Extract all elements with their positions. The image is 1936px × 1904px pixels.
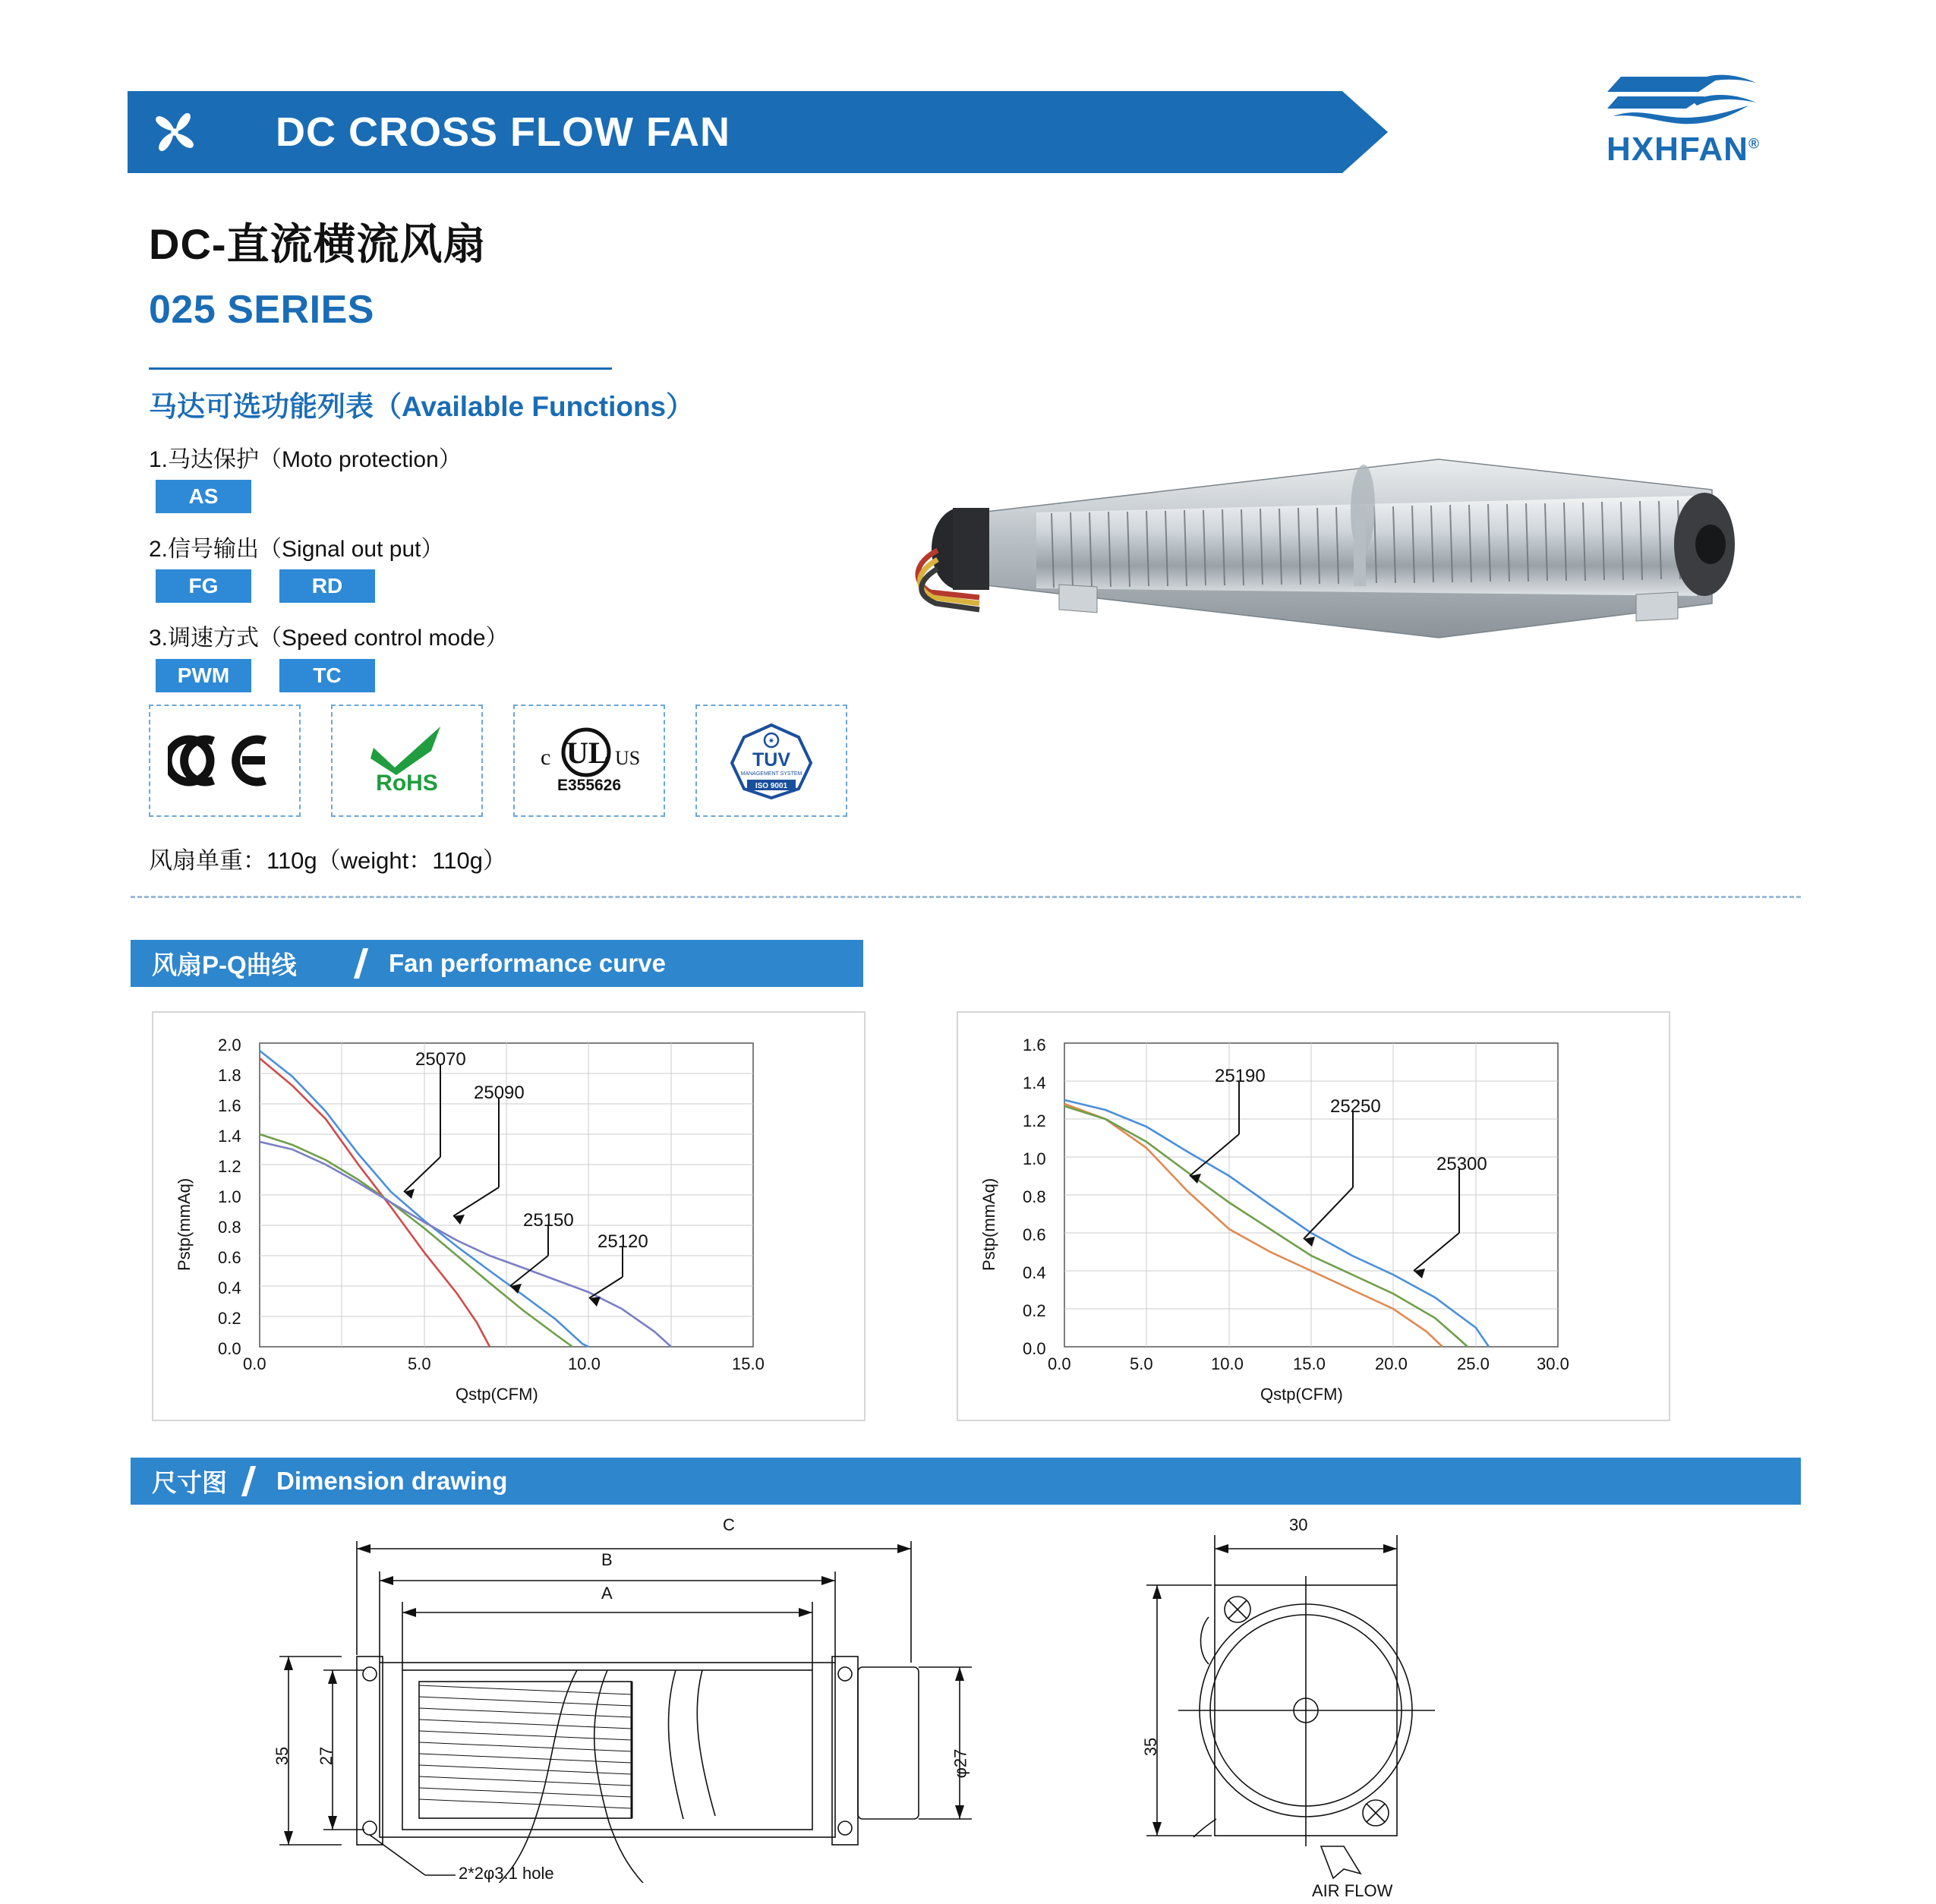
chart-left-annotation-25070: 25070 <box>415 1049 466 1070</box>
chart-right-ytick-0.8: 0.8 <box>1023 1187 1046 1206</box>
tag-rd: RD <box>279 569 375 603</box>
chart-right-annotation-25190: 25190 <box>1215 1066 1266 1086</box>
check-icon <box>367 725 446 775</box>
chart-right-xlabel: Qstp(CFM) <box>1260 1385 1343 1404</box>
performance-chart-left <box>152 1011 866 1421</box>
section-curve-cn: 风扇P-Q曲线 <box>152 950 297 979</box>
logo-text <box>1607 133 1760 166</box>
tag-as: AS <box>156 480 251 513</box>
svg-text:c: c <box>541 745 551 770</box>
tag-tc: TC <box>279 659 375 692</box>
dim-label-hole: 2*2φ3.1 hole <box>459 1864 554 1883</box>
ce-icon <box>168 732 282 790</box>
available-functions-title: 马达可选功能列表（Available Functions） <box>149 391 695 422</box>
chart-right-annotation-25250: 25250 <box>1330 1096 1381 1117</box>
tag-pwm: PWM <box>156 659 251 692</box>
ul-icon <box>536 727 642 780</box>
chart-left-ylabel: Pstp(mmAq) <box>175 1177 194 1271</box>
dim-label-c: C <box>723 1515 735 1534</box>
svg-text:UL: UL <box>566 736 609 770</box>
section-header-dimension <box>131 1458 1801 1505</box>
svg-text:TUV: TUV <box>752 749 790 771</box>
title-divider <box>149 367 612 370</box>
chart-left-xlabel: Qstp(CFM) <box>456 1385 538 1404</box>
ul-file-number: E355626 <box>557 777 622 794</box>
dimension-drawing-svg <box>152 1518 1822 1883</box>
svg-text:✷: ✷ <box>768 737 775 746</box>
chart-right-ytick-1.4: 1.4 <box>1023 1073 1046 1092</box>
brand-logo <box>1558 72 1808 178</box>
ul-mark-box <box>513 705 665 817</box>
fan-icon <box>141 99 208 165</box>
section-curve-en: Fan performance curve <box>389 949 666 977</box>
chart-left-xtick-10: 10.0 <box>568 1354 601 1373</box>
chart-left-xtick-5: 5.0 <box>408 1354 431 1373</box>
chart-right-xtick-30: 30.0 <box>1537 1354 1569 1373</box>
svg-text:ISO 9001: ISO 9001 <box>755 782 788 790</box>
dim-label-b: B <box>601 1550 613 1569</box>
chart-left-ytick-0.4: 0.4 <box>218 1278 241 1297</box>
function-label-1: 1.马达保护（Moto protection） <box>149 447 462 472</box>
product-photo <box>907 437 1750 672</box>
chart-right-ytick-0.2: 0.2 <box>1023 1301 1046 1320</box>
chart-right-annotation-25300: 25300 <box>1436 1154 1487 1174</box>
tuv-mark-box <box>695 705 847 817</box>
chart-left-ytick-0.6: 0.6 <box>218 1248 241 1267</box>
chart-right-ytick-1.6: 1.6 <box>1023 1036 1046 1054</box>
certification-row <box>149 705 802 818</box>
chart-right-xtick-10: 10.0 <box>1211 1354 1244 1373</box>
tuv-icon <box>726 719 817 802</box>
chart-left-ytick-0.8: 0.8 <box>218 1218 241 1237</box>
chart-left-ytick-2.0: 2.0 <box>218 1036 241 1054</box>
chart-right-xtick-0: 0.0 <box>1048 1354 1071 1373</box>
chart-left-annotation-25120: 25120 <box>598 1231 648 1252</box>
chart-right-ytick-0.4: 0.4 <box>1023 1263 1046 1282</box>
performance-chart-right <box>957 1011 1670 1421</box>
section-dimension-en: Dimension drawing <box>276 1467 508 1495</box>
section-slash <box>354 948 368 979</box>
weight-text: 风扇单重：110g（weight：110g） <box>149 847 506 874</box>
svg-text:US: US <box>615 747 641 769</box>
header-banner <box>128 91 1388 173</box>
dim-label-phi27: φ27 <box>951 1748 970 1779</box>
chart-left-xtick-0: 0.0 <box>243 1354 266 1373</box>
dim-label-a: A <box>601 1584 613 1603</box>
chart-right-ytick-0.0: 0.0 <box>1023 1339 1046 1358</box>
chinese-title: DC-直流横流风扇 <box>149 220 487 268</box>
registered-mark: ® <box>1748 136 1760 153</box>
rohs-mark-box <box>331 705 483 817</box>
tag-fg: FG <box>156 569 251 603</box>
function-label-2: 2.信号输出（Signal out put） <box>149 537 444 562</box>
chart-right-ytick-1.0: 1.0 <box>1023 1149 1046 1168</box>
dim-label-h27-front: 27 <box>317 1746 336 1766</box>
dim-label-w30: 30 <box>1289 1515 1308 1534</box>
page-title: DC CROSS FLOW FAN <box>276 109 730 155</box>
function-label-3: 3.调速方式（Speed control mode） <box>149 626 509 651</box>
ce-mark-box <box>149 705 301 817</box>
chart-right-ylabel: Pstp(mmAq) <box>979 1177 998 1271</box>
rohs-label: RoHS <box>376 771 438 796</box>
chart-left-annotation-25150: 25150 <box>523 1210 574 1231</box>
chart-right-xtick-5: 5.0 <box>1130 1354 1153 1373</box>
svg-text:MANAGEMENT SYSTEM: MANAGEMENT SYSTEM <box>740 771 802 777</box>
dimension-drawing <box>152 1515 1822 1900</box>
chart-left-ytick-1.4: 1.4 <box>218 1127 241 1146</box>
chart-left-ytick-1.8: 1.8 <box>218 1066 241 1085</box>
chart-right-xtick-20: 20.0 <box>1375 1354 1408 1373</box>
section-dimension-cn: 尺寸图 <box>152 1468 227 1497</box>
chart-right-xtick-15: 15.0 <box>1293 1354 1326 1373</box>
chart-right-ytick-0.6: 0.6 <box>1023 1225 1046 1244</box>
chart-right-xtick-25: 25.0 <box>1457 1354 1490 1373</box>
section-slash-2 <box>241 1466 256 1496</box>
chart-left-ytick-1.2: 1.2 <box>218 1157 241 1176</box>
chart-left-annotation-25090: 25090 <box>474 1083 525 1103</box>
logo-wordmark: HXHFAN <box>1607 131 1748 168</box>
chart-left-ytick-1.0: 1.0 <box>218 1187 241 1206</box>
chart-right-ytick-1.2: 1.2 <box>1023 1111 1046 1130</box>
logo-mark-icon <box>1607 72 1759 131</box>
chart-left-ytick-1.6: 1.6 <box>218 1096 241 1115</box>
section-header-curve <box>131 940 863 987</box>
chart-left-ytick-0.0: 0.0 <box>218 1339 241 1358</box>
dim-label-airflow: AIR FLOW <box>1312 1881 1393 1900</box>
section-divider <box>131 896 1801 898</box>
chart-left-xtick-15: 15.0 <box>732 1354 765 1373</box>
chart-left-ytick-0.2: 0.2 <box>218 1309 241 1328</box>
dim-label-h35-side: 35 <box>1141 1737 1161 1757</box>
series-title: 025 SERIES <box>149 288 374 332</box>
dim-label-h35-front: 35 <box>273 1746 292 1766</box>
